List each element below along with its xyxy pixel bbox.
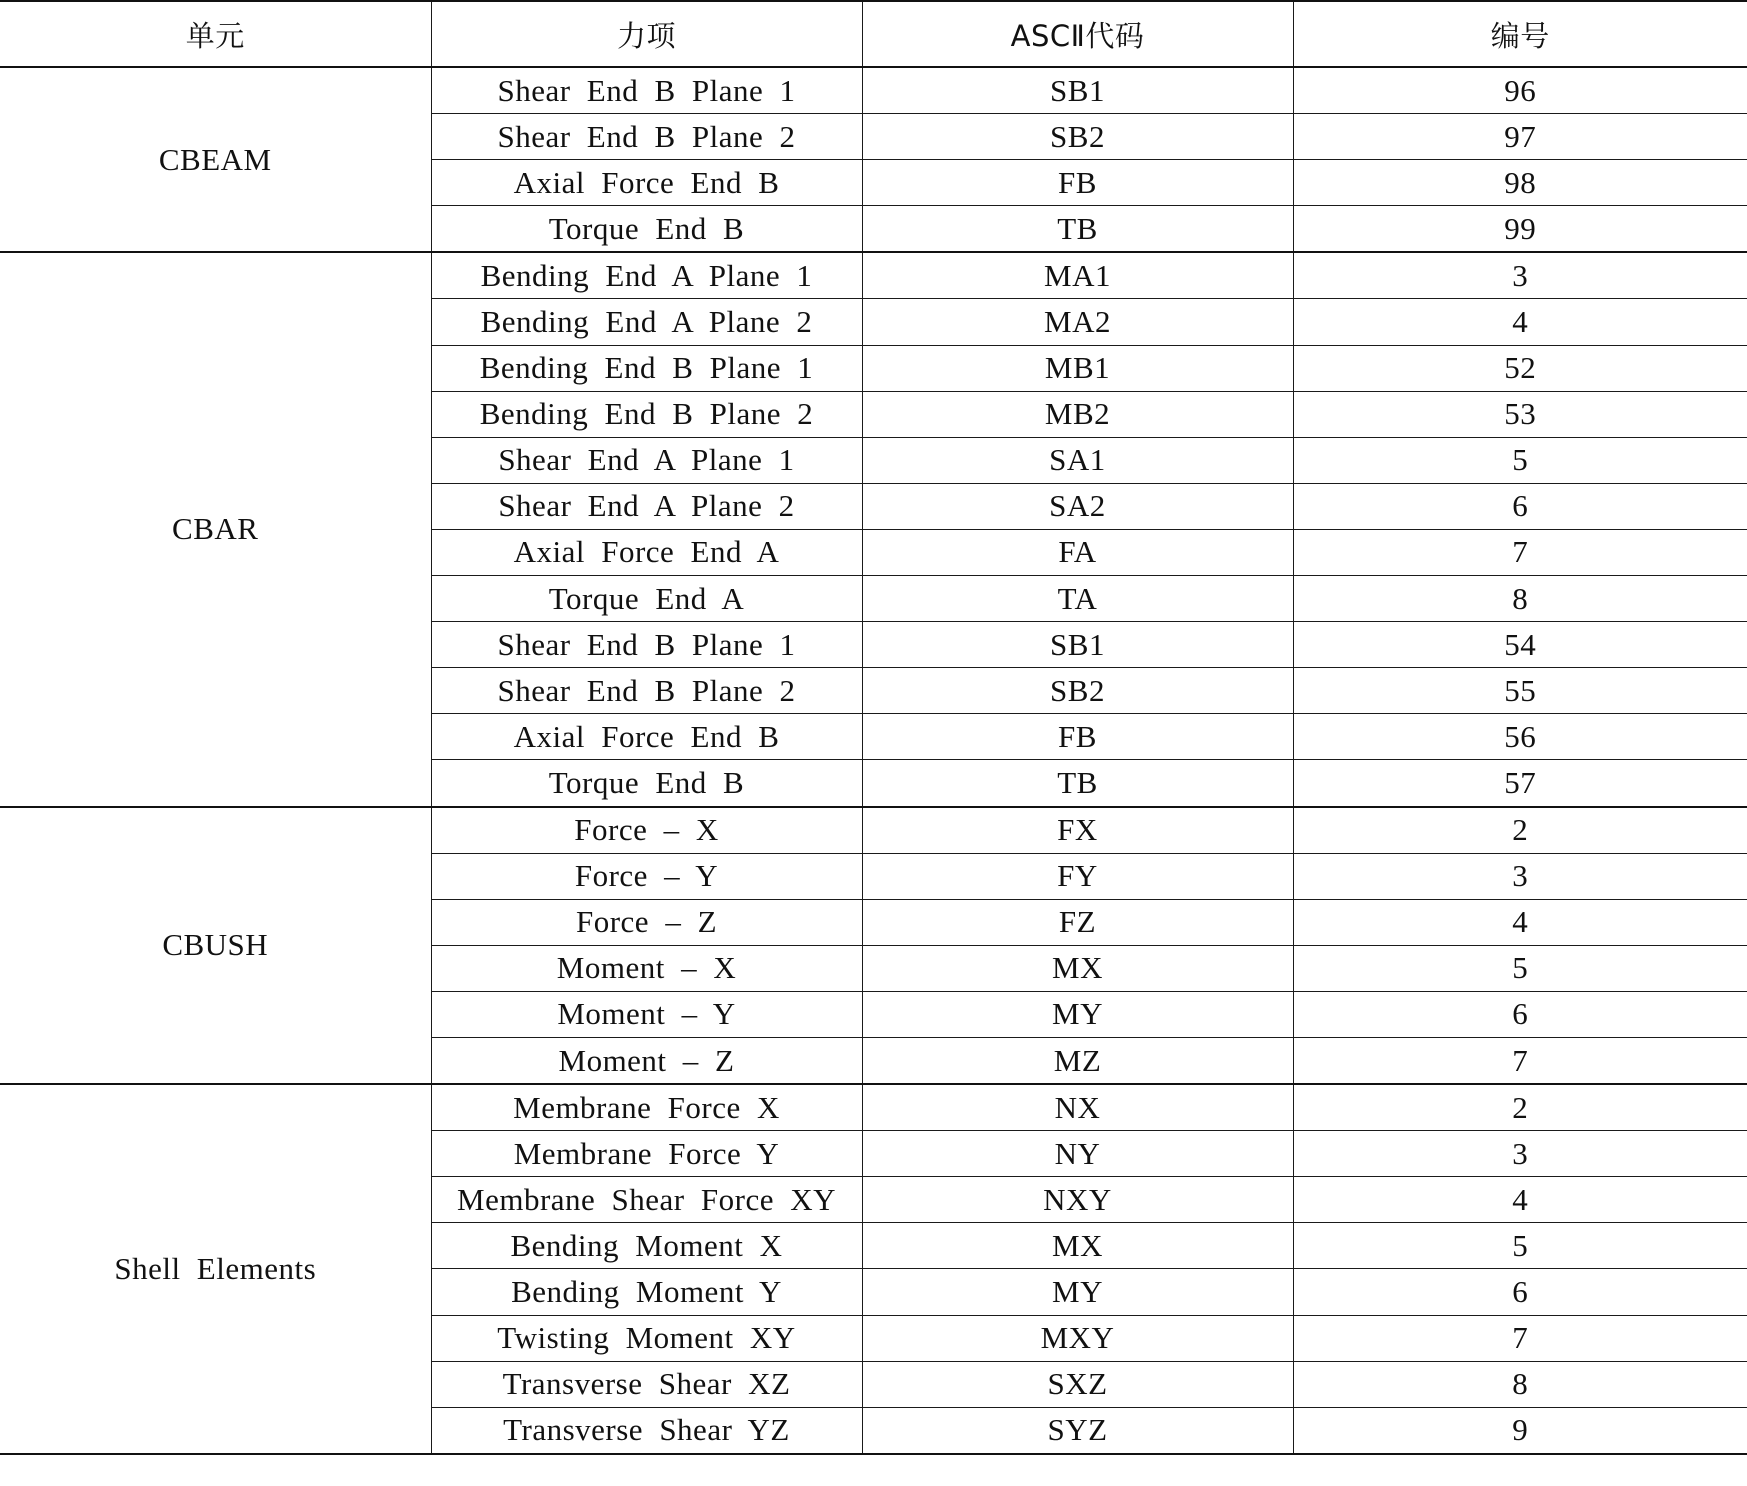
ascii-code-cell: MZ [862, 1037, 1293, 1084]
number-cell: 55 [1293, 668, 1747, 714]
force-item-cell: Twisting Moment XY [431, 1315, 862, 1361]
force-item-cell: Axial Force End B [431, 714, 862, 760]
ascii-code-cell: FY [862, 853, 1293, 899]
ascii-code-cell: SXZ [862, 1361, 1293, 1407]
number-cell: 5 [1293, 437, 1747, 483]
number-cell: 2 [1293, 807, 1747, 854]
header-row [0, 1, 1747, 67]
ascii-code-cell: FA [862, 529, 1293, 575]
force-item-cell: Bending End B Plane 2 [431, 391, 862, 437]
number-cell: 5 [1293, 1223, 1747, 1269]
number-cell: 7 [1293, 529, 1747, 575]
number-cell: 98 [1293, 160, 1747, 206]
force-item-cell: Shear End B Plane 1 [431, 67, 862, 114]
force-item-cell: Bending End A Plane 1 [431, 252, 862, 299]
force-item-cell: Axial Force End B [431, 160, 862, 206]
force-item-cell: Force – Y [431, 853, 862, 899]
force-item-cell: Shear End B Plane 1 [431, 622, 862, 668]
force-item-cell: Torque End A [431, 576, 862, 622]
table-row [0, 252, 1747, 299]
table-row [0, 807, 1747, 854]
number-cell: 4 [1293, 1177, 1747, 1223]
number-cell: 8 [1293, 576, 1747, 622]
force-item-cell: Membrane Force X [431, 1084, 862, 1131]
ascii-code-cell: FB [862, 714, 1293, 760]
header-number: 编号 [1293, 1, 1747, 67]
number-cell: 7 [1293, 1315, 1747, 1361]
number-cell: 53 [1293, 391, 1747, 437]
ascii-code-cell: MB2 [862, 391, 1293, 437]
ascii-code-cell: SA1 [862, 437, 1293, 483]
ascii-code-cell: SB1 [862, 622, 1293, 668]
ascii-code-cell: MY [862, 991, 1293, 1037]
ascii-code-cell: NY [862, 1131, 1293, 1177]
number-cell: 6 [1293, 991, 1747, 1037]
number-cell: 4 [1293, 899, 1747, 945]
ascii-code-cell: FX [862, 807, 1293, 854]
force-item-cell: Bending Moment Y [431, 1269, 862, 1315]
force-item-cell: Transverse Shear XZ [431, 1361, 862, 1407]
number-cell: 3 [1293, 1131, 1747, 1177]
force-item-cell: Moment – X [431, 945, 862, 991]
ascii-code-cell: MA1 [862, 252, 1293, 299]
ascii-code-cell: MB1 [862, 345, 1293, 391]
table-row [0, 1084, 1747, 1131]
force-item-cell: Torque End B [431, 760, 862, 807]
number-cell: 97 [1293, 114, 1747, 160]
force-item-cell: Moment – Z [431, 1037, 862, 1084]
number-cell: 2 [1293, 1084, 1747, 1131]
table-body [0, 67, 1747, 1454]
ascii-code-cell: MX [862, 1223, 1293, 1269]
ascii-code-cell: MA2 [862, 299, 1293, 345]
force-item-cell: Shear End A Plane 2 [431, 483, 862, 529]
ascii-code-cell: SB1 [862, 67, 1293, 114]
force-item-cell: Moment – Y [431, 991, 862, 1037]
ascii-code-cell: TB [862, 760, 1293, 807]
table-row [0, 67, 1747, 114]
header-item: 力项 [431, 1, 862, 67]
force-item-cell: Shear End B Plane 2 [431, 668, 862, 714]
header-unit: 单元 [0, 1, 431, 67]
force-item-cell: Membrane Force Y [431, 1131, 862, 1177]
number-cell: 6 [1293, 1269, 1747, 1315]
ascii-code-cell: FZ [862, 899, 1293, 945]
number-cell: 7 [1293, 1037, 1747, 1084]
ascii-code-cell: NX [862, 1084, 1293, 1131]
number-cell: 56 [1293, 714, 1747, 760]
force-item-cell: Shear End A Plane 1 [431, 437, 862, 483]
number-cell: 99 [1293, 206, 1747, 253]
ascii-code-cell: SB2 [862, 114, 1293, 160]
unit-cell: CBAR [0, 252, 431, 806]
ascii-code-cell: MX [862, 945, 1293, 991]
number-cell: 5 [1293, 945, 1747, 991]
number-cell: 9 [1293, 1407, 1747, 1454]
force-item-cell: Axial Force End A [431, 529, 862, 575]
unit-cell: CBUSH [0, 807, 431, 1085]
number-cell: 6 [1293, 483, 1747, 529]
unit-cell: Shell Elements [0, 1084, 431, 1454]
number-cell: 4 [1293, 299, 1747, 345]
force-item-cell: Shear End B Plane 2 [431, 114, 862, 160]
force-item-cell: Torque End B [431, 206, 862, 253]
force-item-cell: Membrane Shear Force XY [431, 1177, 862, 1223]
ascii-code-cell: SA2 [862, 483, 1293, 529]
number-cell: 96 [1293, 67, 1747, 114]
force-item-cell: Force – Z [431, 899, 862, 945]
number-cell: 52 [1293, 345, 1747, 391]
number-cell: 3 [1293, 853, 1747, 899]
number-cell: 54 [1293, 622, 1747, 668]
force-item-cell: Bending End B Plane 1 [431, 345, 862, 391]
table-header [0, 1, 1747, 67]
ascii-code-cell: TA [862, 576, 1293, 622]
unit-cell: CBEAM [0, 67, 431, 252]
number-cell: 57 [1293, 760, 1747, 807]
force-item-cell: Force – X [431, 807, 862, 854]
force-item-cell: Transverse Shear YZ [431, 1407, 862, 1454]
header-code: ASCⅡ代码 [862, 1, 1293, 67]
number-cell: 8 [1293, 1361, 1747, 1407]
ascii-code-cell: MXY [862, 1315, 1293, 1361]
force-item-cell: Bending Moment X [431, 1223, 862, 1269]
number-cell: 3 [1293, 252, 1747, 299]
ascii-code-cell: SYZ [862, 1407, 1293, 1454]
ascii-code-cell: NXY [862, 1177, 1293, 1223]
force-item-cell: Bending End A Plane 2 [431, 299, 862, 345]
ascii-code-cell: MY [862, 1269, 1293, 1315]
ascii-code-cell: SB2 [862, 668, 1293, 714]
ascii-code-cell: FB [862, 160, 1293, 206]
ascii-code-cell: TB [862, 206, 1293, 253]
